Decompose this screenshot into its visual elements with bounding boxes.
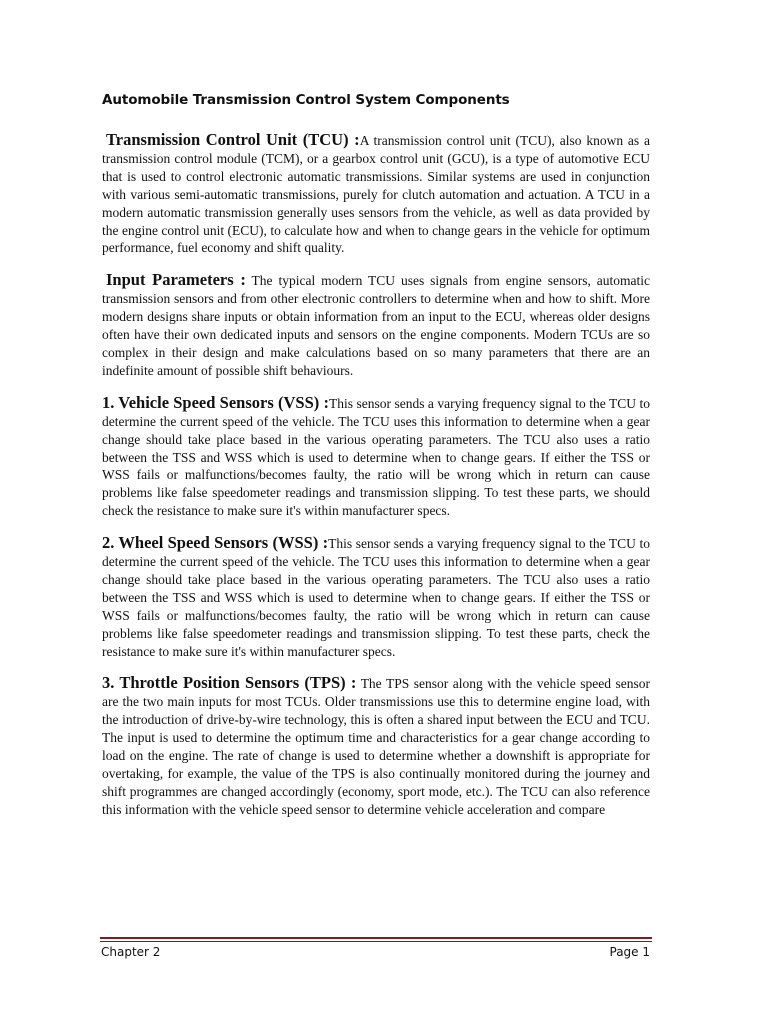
paragraph-input-parameters — [102, 271, 650, 379]
text-vss: This sensor sends a varying frequency signal to the TCU to determine the current speed of the vehicle. The TCU uses this information to determine when a gear change should take place based in the various operating parameters. The TCU also uses a ratio between the TSS and WSS which is used to determine when to change gears. If either the TSS or WSS fails or malfunctions/becomes faulty, the ratio will be wrong which in return can cause problems like false speedometer readings and transmission slipping. To test these parts, we should check the resistance to make sure it's within manufacturer specs. — [102, 395, 650, 519]
text-tps: The TPS sensor along with the vehicle speed sensor are the two main inputs for most TCUs. Older transmissions use this to determine engine load, with the introduction of drive-by-wire technology, this is often a shared input between the ECU and TCU. The input is used to determine the optimum time and characteristics for a gear change according to load on the engine. The rate of change is used to determine whether a downshift is appropriate for overtaking, for example, the value of the TPS is also continually monitored during the journey and shift programmes are changed accordingly (economy, sport mode, etc.). The TCU can also reference this information with the vehicle speed sensor to determine vehicle acceleration and compare — [102, 676, 650, 817]
heading-tcu: Transmission Control Unit (TCU) : — [106, 130, 360, 149]
footer-chapter: Chapter 2 — [101, 945, 161, 959]
text-wss: This sensor sends a varying frequency signal to the TCU to determine the current speed of the vehicle. The TCU uses this information to determine when a gear change should take place based in the various operating parameters. The TCU also uses a ratio between the TSS and WSS which is used to determine when to change gears. If either the TSS or WSS fails or malfunctions/becomes faulty, the ratio will be wrong which in return can cause problems like false speedometer readings and transmission slipping. To test these parts, check the resistance to make sure it's within manufacturer specs. — [102, 536, 650, 659]
footer-rule-thick — [100, 937, 652, 939]
paragraph-tcu — [102, 131, 650, 257]
document-title: Automobile Transmission Control System Components — [102, 92, 510, 108]
paragraph-wss — [102, 534, 650, 660]
document-body — [102, 131, 650, 833]
text-tcu: A transmission control unit (TCU), also known as a transmission control module (TCM), or a gearbox control unit (GCU), is a type of automotive ECU that is used to control electronic automatic transmissions. Similar systems are used in conjunction with various semi-automatic transmissions, purely for clutch automation and actuation. A TCU in a modern automatic transmission generally uses sensors from the vehicle, as well as data provided by the engine control unit (ECU), to calculate how and when to change gears in the vehicle for optimum performance, fuel economy and shift quality. — [102, 133, 650, 256]
heading-vss: 1. Vehicle Speed Sensors (VSS) : — [102, 392, 329, 412]
heading-tps: 3. Throttle Position Sensors (TPS) : — [102, 673, 357, 693]
paragraph-vss — [102, 394, 650, 520]
heading-wss: 2. Wheel Speed Sensors (WSS) : — [102, 533, 329, 553]
paragraph-tps — [102, 674, 650, 818]
footer-page-number: Page 1 — [609, 945, 650, 959]
heading-input-parameters: Input Parameters : — [106, 270, 246, 290]
footer-rule-thin — [100, 941, 652, 942]
text-input-parameters: The typical modern TCU uses signals from engine sensors, automatic transmission sensors and from other electronic controllers to determine when and how to shift. More modern designs share inputs or obtain information from an input to the ECU, whereas older designs often have their own dedicated inputs and sensors on the engine components. Modern TCUs are so complex in their design and make calculations based on so many parameters that there are an indefinite amount of possible shift behaviours. — [102, 273, 650, 378]
